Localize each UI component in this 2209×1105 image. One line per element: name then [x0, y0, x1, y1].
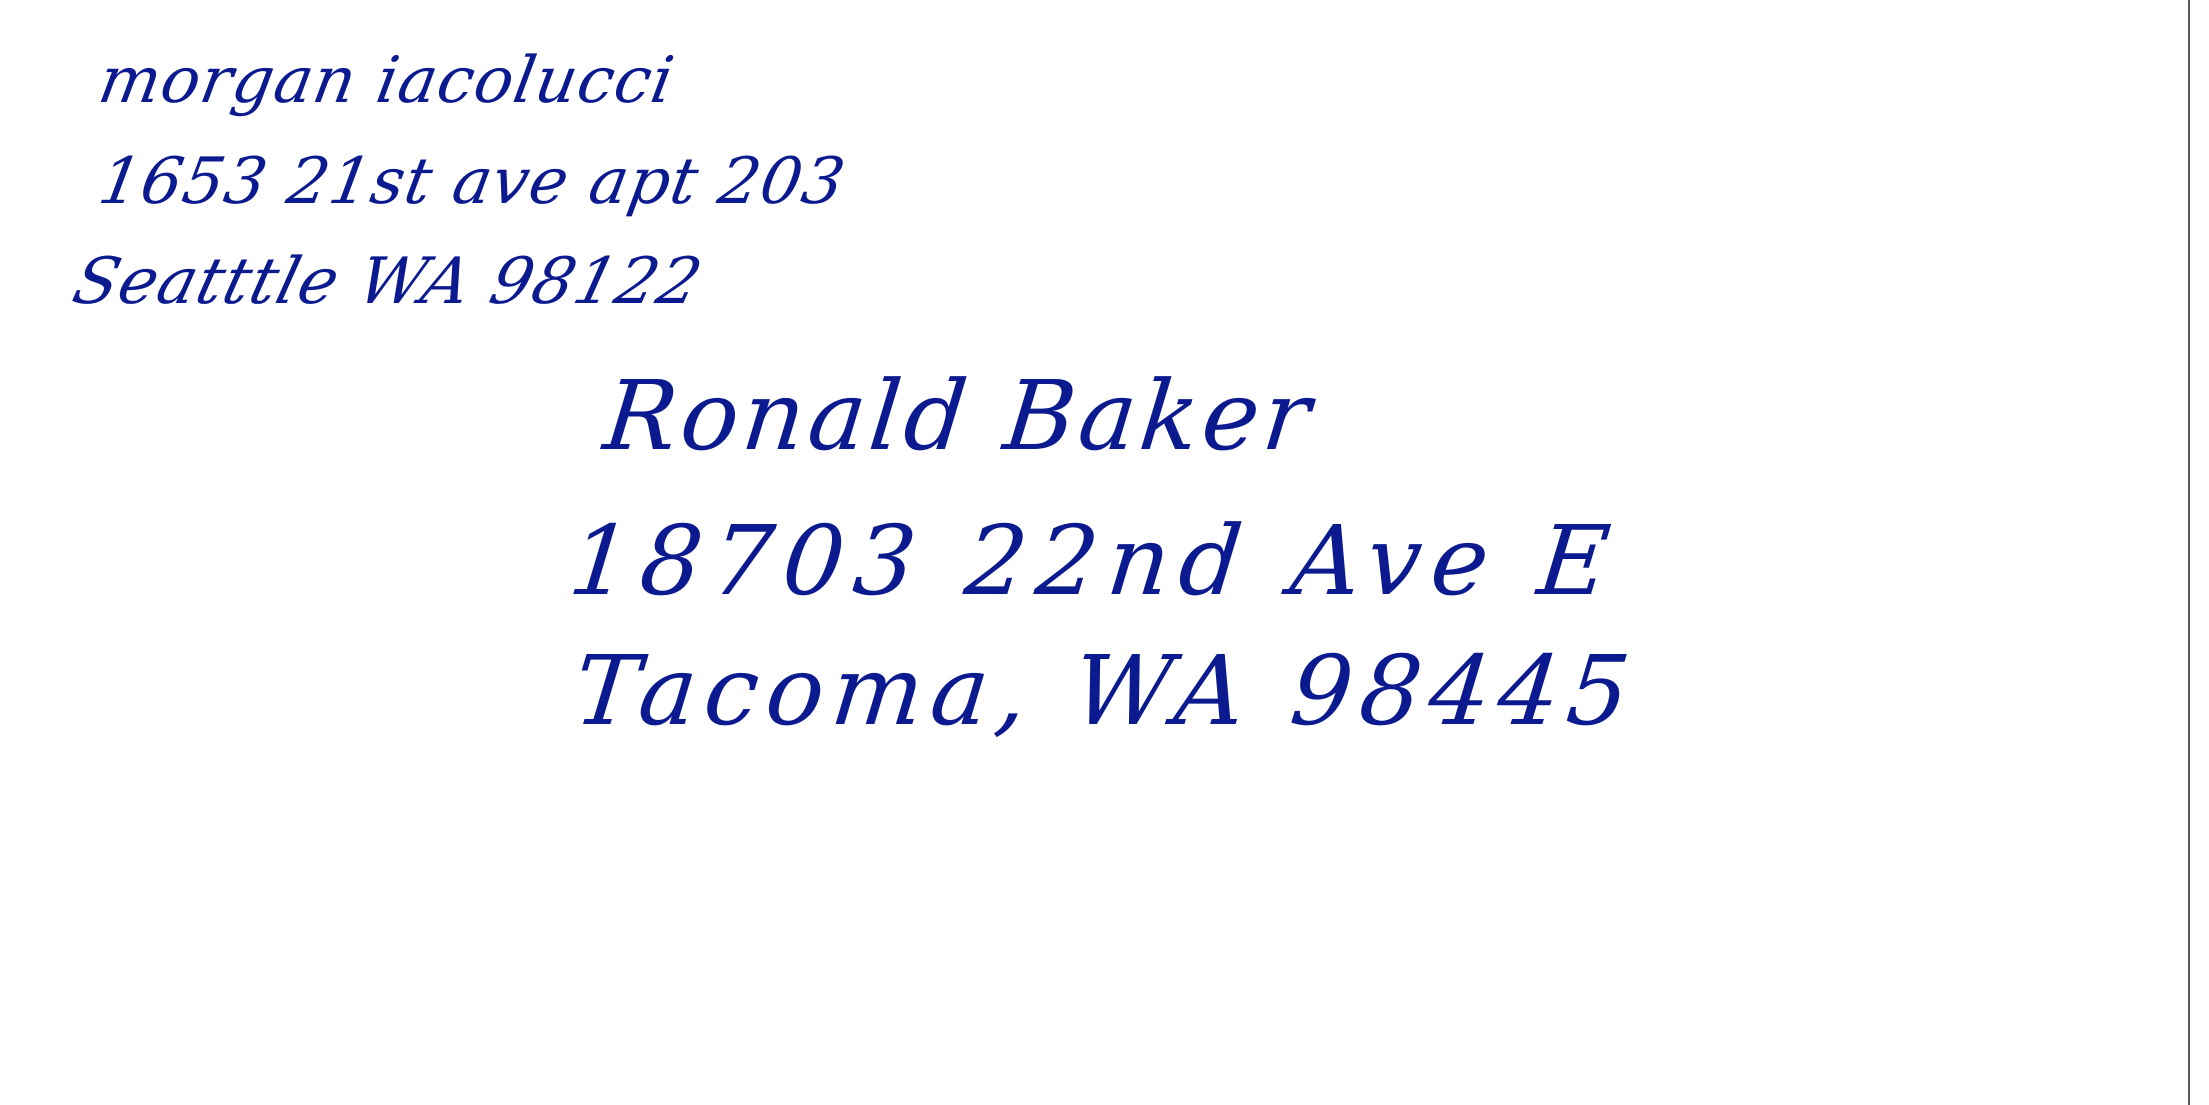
recipient-name: Ronald Baker: [599, 360, 1320, 472]
recipient-city-state-zip: Tacoma, WA 98445: [569, 635, 1643, 747]
envelope-edge-line: [2188, 0, 2190, 1105]
sender-city-state-zip: Seatttle WA 98122: [65, 245, 710, 319]
sender-name: morgan iacolucci: [93, 44, 680, 118]
sender-street: 1653 21st ave apt 203: [93, 145, 851, 219]
recipient-street: 18703 22nd Ave E: [564, 505, 1625, 617]
